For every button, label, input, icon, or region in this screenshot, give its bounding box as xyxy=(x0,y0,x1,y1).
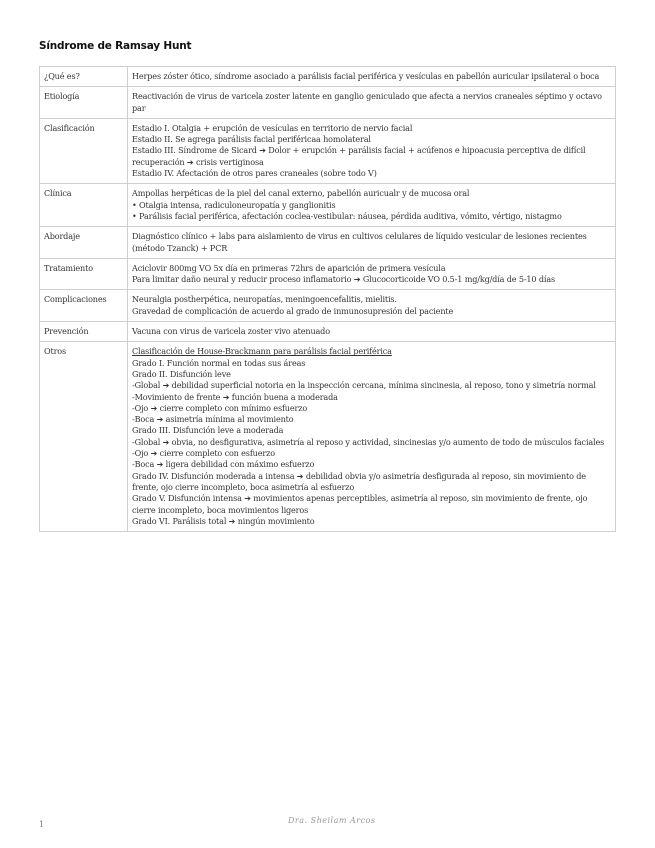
row-label: Tratamiento xyxy=(40,258,128,290)
content-line: Grado IV. Disfunción moderada a intensa ➔ debilidad obvia y/o asimetría desfigurada al reposo, sin movimiento de frente, ojo cierre incompleto, boca asimetría al esfuerzo xyxy=(132,470,586,492)
content-line: Grado V. Disfunción intensa ➔ movimientos apenas perceptibles, asimetría al reposo, sin movimiento de frente, ojo cierre incompleto, boca movimientos ligeros xyxy=(132,493,588,515)
row-content xyxy=(128,67,616,87)
content-line: Vacuna con virus de varicela zoster vivo atenuado xyxy=(132,326,330,337)
table-row xyxy=(40,322,616,342)
content-line: -Ojo ➔ cierre completo con esfuerzo xyxy=(132,448,275,459)
document-title: Síndrome de Ramsay Hunt xyxy=(39,40,192,52)
content-line: Estadio I. Otalgia + erupción de vesículas en territorio de nervio facial xyxy=(132,122,413,133)
content-line: Clasificación de House-Brackmann para parálisis facial periférica xyxy=(132,346,392,357)
row-content xyxy=(128,258,616,290)
row-label: Otros xyxy=(40,342,128,532)
row-label: Complicaciones xyxy=(40,290,128,322)
content-line: Grado I. Función normal en todas sus áreas xyxy=(132,357,306,368)
row-content xyxy=(128,87,616,119)
row-label: Abordaje xyxy=(40,227,128,259)
content-line: Estadio II. Se agrega parálisis facial periféricaa homolateral xyxy=(132,134,371,145)
row-label: Prevención xyxy=(40,322,128,342)
content-line: Grado III. Disfunción leve a moderada xyxy=(132,425,284,436)
table-row xyxy=(40,342,616,532)
table-row xyxy=(40,118,616,183)
content-line: Ampollas herpéticas de la piel del canal externo, pabellón auricualr y de mucosa oral xyxy=(132,188,470,199)
row-content xyxy=(128,342,616,532)
table-row xyxy=(40,227,616,259)
row-content xyxy=(128,322,616,342)
row-content xyxy=(128,290,616,322)
notes-table-body xyxy=(40,67,616,532)
row-content xyxy=(128,184,616,227)
content-line: Grado VI. Parálisis total ➔ ningún movimiento xyxy=(132,515,315,526)
row-label: ¿Qué es? xyxy=(40,67,128,87)
content-line: -Global ➔ debilidad superficial notoria en la inspección cercana, mínima sincinesia, al reposo, tono y simetría normal xyxy=(132,380,596,391)
table-row xyxy=(40,258,616,290)
author-signature: Dra. Sheilam Arcos xyxy=(288,816,376,825)
row-content xyxy=(128,118,616,183)
content-line: Para limitar daño neural y reducir proceso inflamatorio ➔ Glucocorticoide VO 0.5-1 mg/kg/día de 5-10 días xyxy=(132,274,556,285)
content-line: Aciclovir 800mg VO 5x día en primeras 72hrs de aparición de primera vesícula xyxy=(132,262,446,273)
content-line: -Movimiento de frente ➔ función buena a moderada xyxy=(132,391,338,402)
table-row xyxy=(40,87,616,119)
row-label: Clínica xyxy=(40,184,128,227)
row-content xyxy=(128,227,616,259)
content-line: Estadio III. Síndrome de Sicard ➔ Dolor + erupción + parálisis facial + acúfenos e hipoacusia perceptiva de difícil recuperación ➔ crisis vertiginosa xyxy=(132,145,586,167)
table-row xyxy=(40,67,616,87)
content-line: • Parálisis facial periférica, afectación coclea-vestibular: náusea, pérdida auditiva, vómito, vértigo, nistagmo xyxy=(132,210,562,221)
content-line: -Ojo ➔ cierre completo con mínimo esfuerzo xyxy=(132,402,308,413)
notes-table xyxy=(39,66,616,532)
content-line: Reactivación de virus de varicela zoster latente en ganglio geniculado que afecta a nervios craneales séptimo y octavo par xyxy=(132,91,602,113)
content-line: Herpes zóster ótico, síndrome asociado a parálisis facial periférica y vesículas en pabellón auricular ipsilateral o boca xyxy=(132,71,600,81)
page-number: 1 xyxy=(39,820,45,829)
row-label: Etiología xyxy=(40,87,128,119)
content-line: Neuralgia postherpética, neuropatías, meningoencefalitis, mielitis. xyxy=(132,294,397,305)
content-line: -Boca ➔ asimetría mínima al movimiento xyxy=(132,414,294,425)
table-row xyxy=(40,184,616,227)
content-line: Gravedad de complicación de acuerdo al grado de inmunosupresión del paciente xyxy=(132,305,454,316)
content-line: -Global ➔ obvia, no desfigurativa, asimetría al reposo y actividad, sincinesias y/o aumento de todo de músculos faciales xyxy=(132,436,605,447)
content-line: Diagnóstico clínico + labs para aislamiento de virus en cultivos celulares de líquido vesicular de lesiones recientes (método Tzanck) + PCR xyxy=(132,231,587,253)
content-line: -Boca ➔ ligera debilidad con máximo esfuerzo xyxy=(132,459,315,470)
row-label: Clasificación xyxy=(40,118,128,183)
content-line: • Otalgia intensa, radiculoneuropatía y ganglionitis xyxy=(132,199,336,210)
content-line: Grado II. Disfunción leve xyxy=(132,368,231,379)
table-row xyxy=(40,290,616,322)
content-line: Estadio IV. Afectación de otros pares craneales (sobre todo V) xyxy=(132,168,377,179)
